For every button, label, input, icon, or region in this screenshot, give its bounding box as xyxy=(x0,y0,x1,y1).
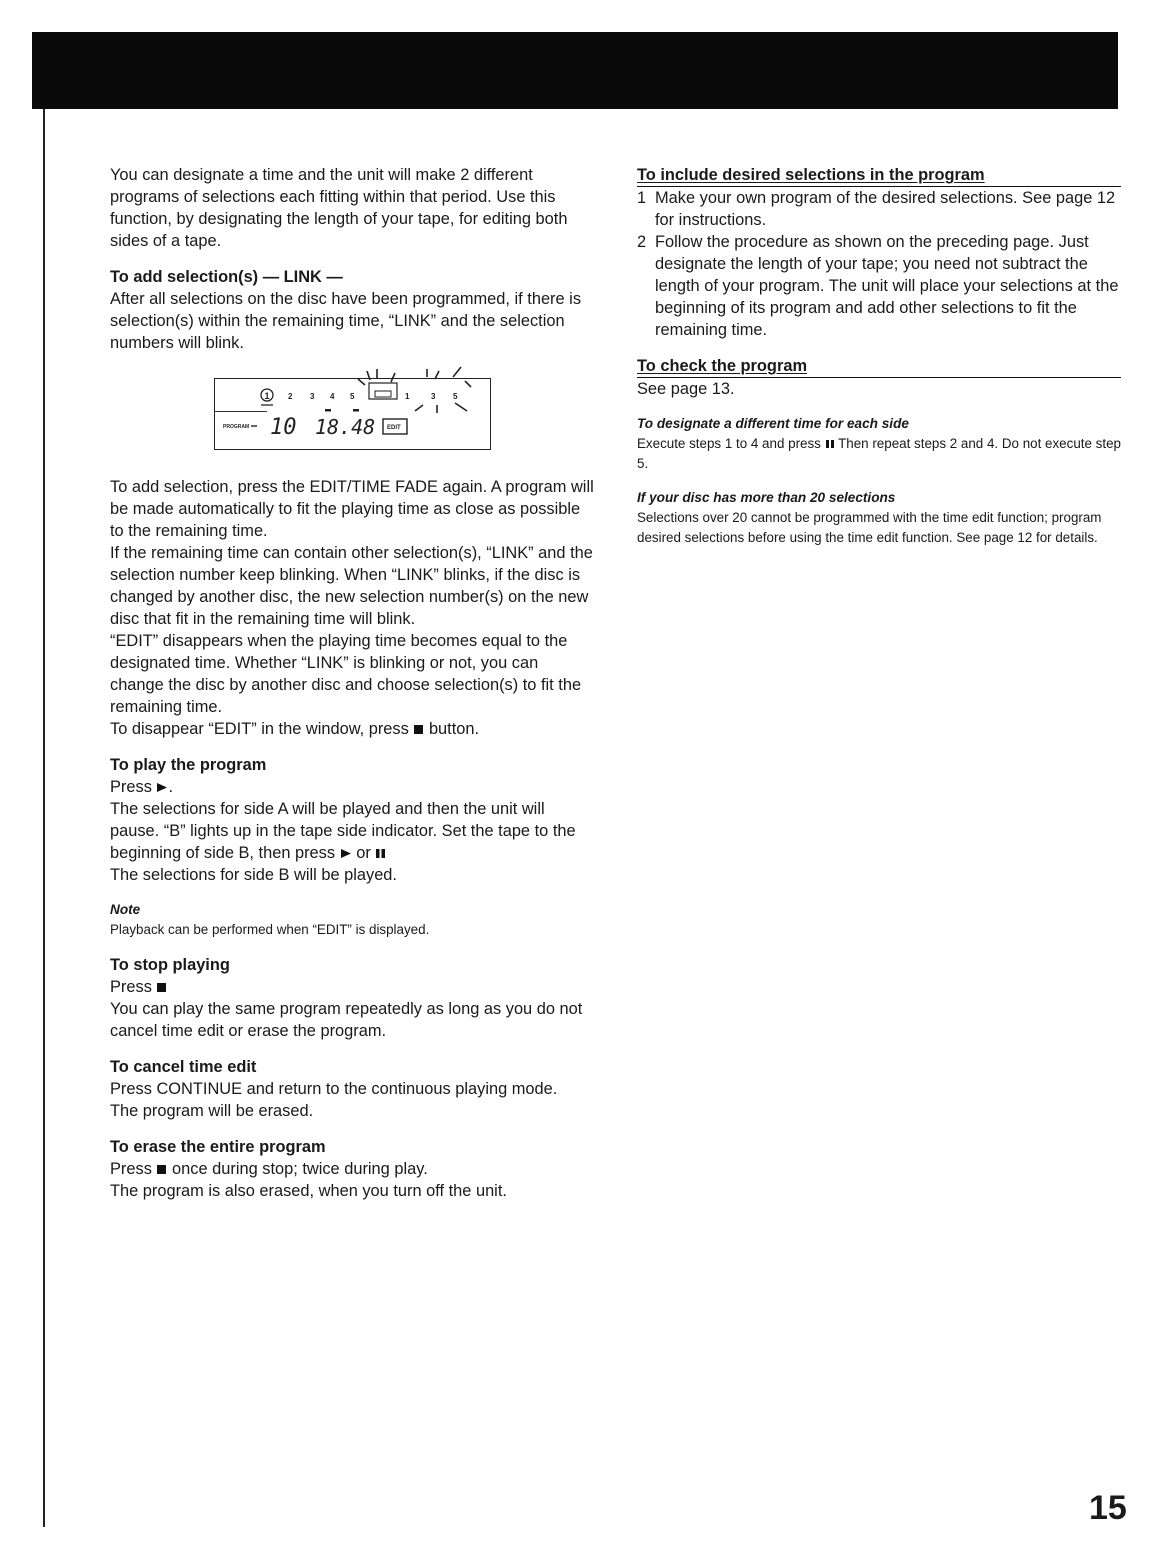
include-steps-list xyxy=(637,187,1121,341)
intro-paragraph: You can designate a time and the unit will make 2 different programs of selections each fitting within that period. Use this function, by designating the length of your tape, for editing both sides of a tape. xyxy=(110,166,568,250)
play-text-1: The selections for side A will be played and then the unit will pause. “B” lights up in the tape side indicator. Set the tape to the beginning of side B, then press or xyxy=(110,800,576,862)
cassette-icon xyxy=(375,391,391,397)
stop-text: You can play the same program repeatedly as long as you do not cancel time edit or erase the program. xyxy=(110,1000,583,1040)
lcd-edit-badge: EDIT xyxy=(387,425,401,431)
different-time-text: Execute steps 1 to 4 and press Then repeat steps 2 and 4. Do not execute step 5. xyxy=(637,436,1121,471)
lcd-count: 10 xyxy=(270,415,297,440)
lcd-time: 18.48 xyxy=(315,415,376,439)
stop-icon xyxy=(413,724,424,735)
page-number: 15 xyxy=(1089,1489,1127,1527)
erase-text-1: Press once during stop; twice during play. xyxy=(110,1160,428,1178)
lcd-track-1: 1 xyxy=(264,391,270,401)
stop-icon xyxy=(156,1164,167,1175)
pause-icon xyxy=(375,848,387,859)
include-step xyxy=(637,187,1121,231)
left-margin-rule xyxy=(43,109,45,1527)
lcd-track-5: 5 xyxy=(350,392,355,401)
add-link-text: After all selections on the disc have been programmed, if there is selection(s) within the remaining time, “LINK” and the selection numbers will blink. xyxy=(110,290,582,352)
erase-heading: To erase the entire program xyxy=(110,1138,326,1156)
stop-icon xyxy=(156,982,167,993)
lcd-track-5b: 5 xyxy=(453,392,458,401)
play-icon xyxy=(156,782,168,793)
play-press: Press . xyxy=(110,778,174,796)
header-bar xyxy=(32,32,1118,109)
lcd-track-4: 4 xyxy=(330,392,335,401)
left-column xyxy=(110,164,596,1202)
add-link-heading: To add selection(s) — LINK — xyxy=(110,268,343,286)
play-icon xyxy=(340,848,352,859)
more-than-20-heading: If your disc has more than 20 selections xyxy=(637,490,896,505)
right-column xyxy=(637,164,1121,548)
stop-press: Press xyxy=(110,976,596,998)
check-heading: To check the program xyxy=(637,355,1121,378)
stop-heading: To stop playing xyxy=(110,956,230,974)
check-text: See page 13. xyxy=(637,380,735,398)
different-time-heading: To designate a different time for each side xyxy=(637,416,909,431)
blink-indicator-lines xyxy=(358,367,471,413)
lcd-display-graphic xyxy=(215,365,505,455)
step-text: Make your own program of the desired selections. See page 12 for instructions. xyxy=(655,189,1116,229)
note-text: Playback can be performed when “EDIT” is displayed. xyxy=(110,922,430,937)
cancel-heading: To cancel time edit xyxy=(110,1058,257,1076)
more-than-20-text: Selections over 20 cannot be programmed with the time edit function; program desired selections before using the time edit function. See page 12 for details. xyxy=(637,510,1102,545)
add-selection-line-4: To disappear “EDIT” in the window, press button. xyxy=(110,720,480,738)
lcd-track-3: 3 xyxy=(310,392,315,401)
step-number: 2 xyxy=(637,233,647,251)
step-number: 1 xyxy=(637,189,647,207)
note-heading: Note xyxy=(110,902,141,917)
include-step xyxy=(637,231,1121,341)
lcd-track-2: 2 xyxy=(288,392,293,401)
erase-text-2: The program is also erased, when you turn off the unit. xyxy=(110,1182,507,1200)
lcd-display-illustration xyxy=(214,378,491,450)
cancel-text-1: Press CONTINUE and return to the continuous playing mode. xyxy=(110,1080,558,1098)
add-selection-line-3: “EDIT” disappears when the playing time becomes equal to the designated time. Whether “LINK” is blinking or not, you can change the disc by another disc and choose selection(s) to fit the remaining time. xyxy=(110,632,582,716)
play-text-2: The selections for side B will be played. xyxy=(110,866,397,884)
include-heading: To include desired selections in the program xyxy=(637,164,1121,187)
cancel-text-2: The program will be erased. xyxy=(110,1102,314,1120)
pause-icon xyxy=(825,439,835,449)
lcd-program-label: PROGRAM xyxy=(223,424,250,430)
step-text: Follow the procedure as shown on the preceding page. Just designate the length of your tape; you need not subtract the length of your program. The unit will place your selections at the beginning of its program and add other selections to fit the remaining time. xyxy=(655,233,1119,339)
lcd-track-1b: 1 xyxy=(405,392,410,401)
lcd-track-3b: 3 xyxy=(431,392,436,401)
add-selection-line-1: To add selection, press the EDIT/TIME FADE again. A program will be made automatically to fit the playing time as close as possible to the remaining time. xyxy=(110,478,594,540)
play-heading: To play the program xyxy=(110,756,267,774)
add-selection-line-2: If the remaining time can contain other selection(s), “LINK” and the selection number keep blinking. When “LINK” blinks, if the disc is changed by another disc, the new selection number(s) on the new disc that fit in the remaining time will blink. xyxy=(110,544,593,628)
